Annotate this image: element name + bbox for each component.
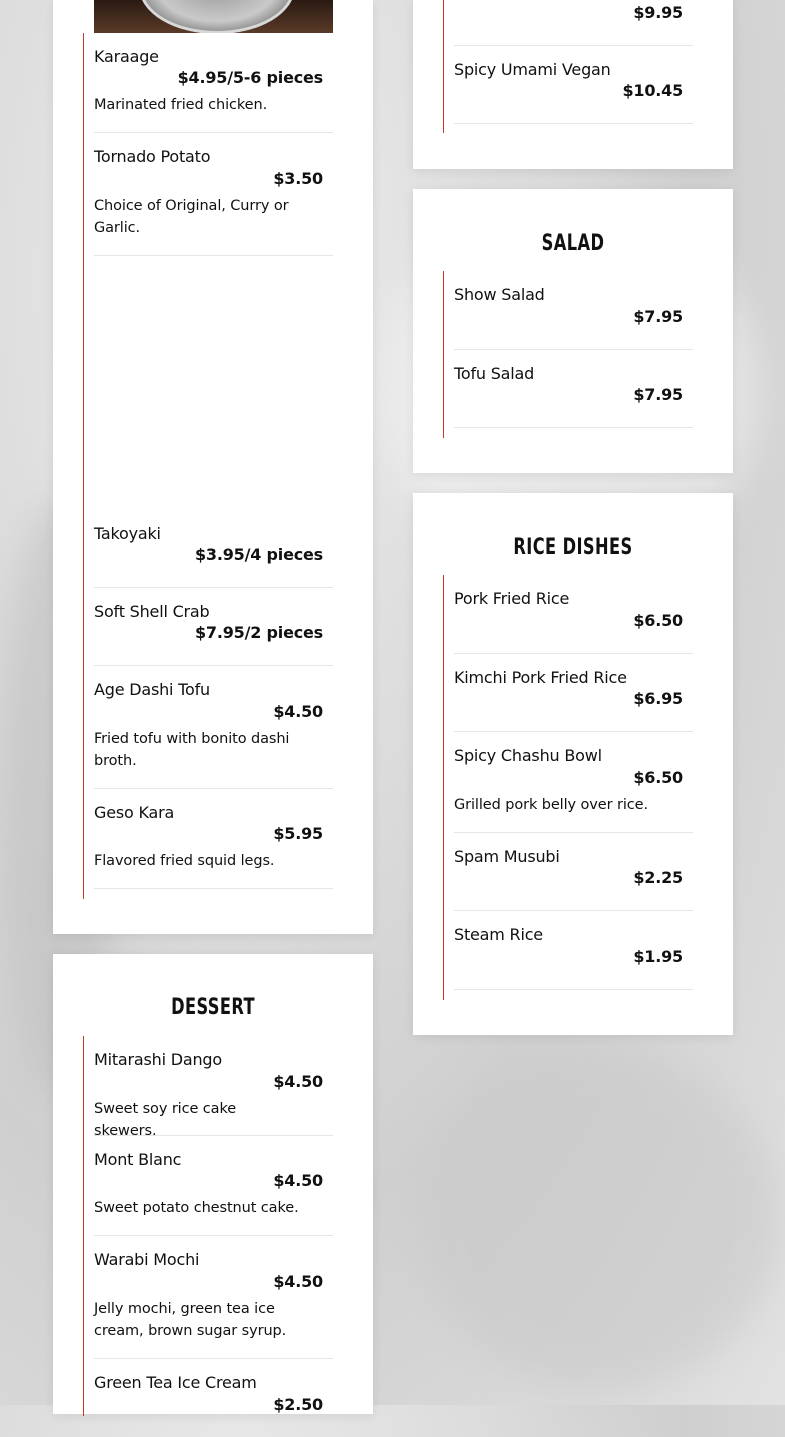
appetizers-list xyxy=(83,33,334,899)
item-price: $4.50 xyxy=(273,1072,323,1091)
entrees-card xyxy=(413,0,733,169)
item-description: Jelly mochi, green tea ice cream, brown sugar syrup. xyxy=(94,1301,287,1339)
menu-item xyxy=(454,575,693,654)
item-name: Takoyaki xyxy=(94,524,161,543)
item-description: Marinated fried chicken. xyxy=(94,97,268,113)
section-title: SALAD xyxy=(541,231,605,256)
item-price: $1.95 xyxy=(633,947,683,966)
menu-item xyxy=(454,0,693,46)
item-name: Spicy Chashu Bowl xyxy=(454,746,602,765)
menu-item xyxy=(94,1359,333,1437)
salad-list xyxy=(443,271,694,438)
rice-dishes-card xyxy=(413,493,733,1035)
item-price: $9.95 xyxy=(633,3,683,22)
menu-item xyxy=(94,33,333,133)
menu-item xyxy=(454,350,693,428)
item-description: Flavored fried squid legs. xyxy=(94,853,275,869)
dessert-list xyxy=(83,1036,334,1416)
item-name: Kimchi Pork Fried Rice xyxy=(454,668,627,687)
item-description: Sweet soy rice cake skewers. xyxy=(94,1101,237,1139)
rice-dishes-list xyxy=(443,575,694,1000)
item-price: $7.95/2 pieces xyxy=(194,623,323,642)
salad-card xyxy=(413,189,733,473)
item-name: Warabi Mochi xyxy=(94,1250,200,1269)
menu-item xyxy=(94,510,333,588)
entrees-list xyxy=(443,0,694,133)
food-photo xyxy=(94,0,333,33)
item-price: $6.50 xyxy=(633,611,683,630)
item-description: Grilled pork belly over rice. xyxy=(454,797,648,813)
appetizers-card xyxy=(53,0,373,934)
section-title: DESSERT xyxy=(171,995,255,1020)
item-description: Sweet potato chestnut cake. xyxy=(94,1200,299,1216)
item-price: $3.95/4 pieces xyxy=(194,545,323,564)
item-name: Karaage xyxy=(94,47,159,66)
menu-item xyxy=(454,732,693,833)
item-name: Age Dashi Tofu xyxy=(94,680,210,699)
item-name: Spam Musubi xyxy=(454,847,560,866)
menu-item xyxy=(454,911,693,990)
menu-item xyxy=(94,789,333,889)
item-name: Steam Rice xyxy=(454,925,543,944)
section-title: RICE DISHES xyxy=(513,535,633,560)
menu-item xyxy=(94,588,333,666)
item-name: Tofu Salad xyxy=(454,364,535,383)
menu-item xyxy=(454,654,693,732)
menu-item xyxy=(454,271,693,350)
menu-item xyxy=(94,1136,333,1236)
item-price: $7.95 xyxy=(633,307,683,326)
dessert-card xyxy=(53,954,373,1414)
item-price: $6.50 xyxy=(633,768,683,787)
item-description: Fried tofu with bonito dashi broth. xyxy=(94,731,290,769)
item-price: $4.95/5-6 pieces xyxy=(177,68,323,87)
background-image-texture xyxy=(420,1050,780,1390)
item-price: $4.50 xyxy=(273,1171,323,1190)
item-name: Green Tea Ice Cream xyxy=(94,1373,257,1392)
item-name: Soft Shell Crab xyxy=(94,602,210,621)
menu-item xyxy=(94,133,333,256)
item-price: $7.95 xyxy=(633,385,683,404)
item-price: $3.50 xyxy=(273,169,323,188)
menu-item xyxy=(94,666,333,789)
menu-item xyxy=(454,46,693,124)
item-name: Tornado Potato xyxy=(94,147,211,166)
item-name: Spicy Umami Vegan xyxy=(454,60,611,79)
item-name: Show Salad xyxy=(454,285,545,304)
item-price: $4.50 xyxy=(273,702,323,721)
item-description: Choice of Original, Curry or Garlic. xyxy=(94,198,289,236)
item-name: Geso Kara xyxy=(94,803,175,822)
item-price: $4.50 xyxy=(273,1272,323,1291)
menu-item xyxy=(94,1036,333,1139)
menu-item xyxy=(94,1236,333,1359)
item-price: $5.95 xyxy=(273,824,323,843)
item-price: $2.50 xyxy=(273,1395,323,1414)
item-name: Mont Blanc xyxy=(94,1150,182,1169)
item-price: $6.95 xyxy=(633,689,683,708)
item-price: $10.45 xyxy=(622,81,683,100)
menu-item xyxy=(454,833,693,911)
item-name: Mitarashi Dango xyxy=(94,1050,222,1069)
item-name: Pork Fried Rice xyxy=(454,589,570,608)
item-price: $2.25 xyxy=(633,868,683,887)
